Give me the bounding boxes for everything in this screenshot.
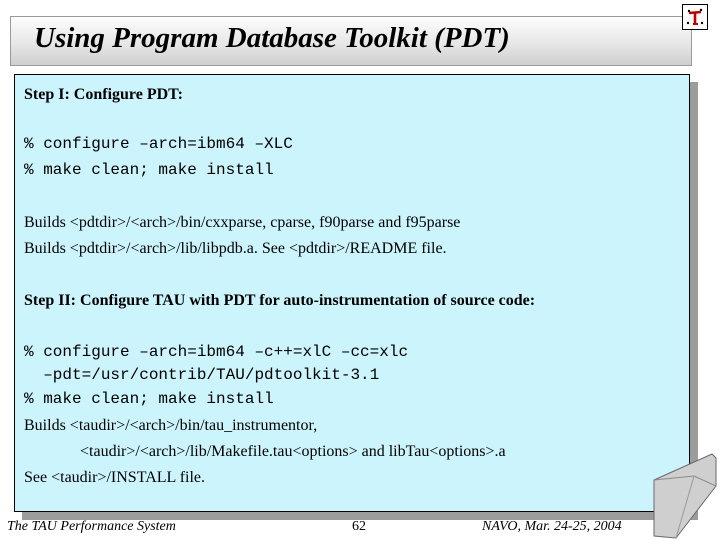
step2-see-install: See <taudir>/INSTALL file.	[24, 469, 206, 486]
footer-right: NAVO, Mar. 24-25, 2004	[482, 519, 622, 534]
step1-command-make: % make clean; make install	[24, 161, 274, 179]
page-number: 62	[352, 519, 366, 534]
step2-heading: Step II: Configure TAU with PDT for auto-instrumentation of source code:	[24, 292, 536, 309]
tau-logo-icon	[682, 4, 708, 30]
step1-builds-line2: Builds <pdtdir>/<arch>/lib/libpdb.a. See <pdtdir>/README file.	[24, 240, 447, 257]
step1-command-configure: % configure –arch=ibm64 –XLC	[24, 135, 293, 153]
step2-builds-line2: <taudir>/<arch>/lib/Makefile.tau<options> and libTau<options>.a	[80, 443, 506, 460]
page-title: Using Program Database Toolkit (PDT)	[34, 22, 510, 54]
step2-command-make: % make clean; make install	[24, 390, 274, 408]
page-curl-decoration	[650, 446, 720, 540]
step1-heading: Step I: Configure PDT:	[24, 86, 183, 103]
step2-command-configure-cont: –pdt=/usr/contrib/TAU/pdtoolkit-3.1	[24, 366, 380, 384]
step2-builds-line1: Builds <taudir>/<arch>/bin/tau_instrumentor,	[24, 417, 318, 434]
step1-builds-line1: Builds <pdtdir>/<arch>/bin/cxxparse, cparse, f90parse and f95parse	[24, 214, 461, 231]
footer-left: The TAU Performance System	[7, 519, 176, 534]
step2-command-configure: % configure –arch=ibm64 –c++=xlC –cc=xlc	[24, 343, 409, 361]
